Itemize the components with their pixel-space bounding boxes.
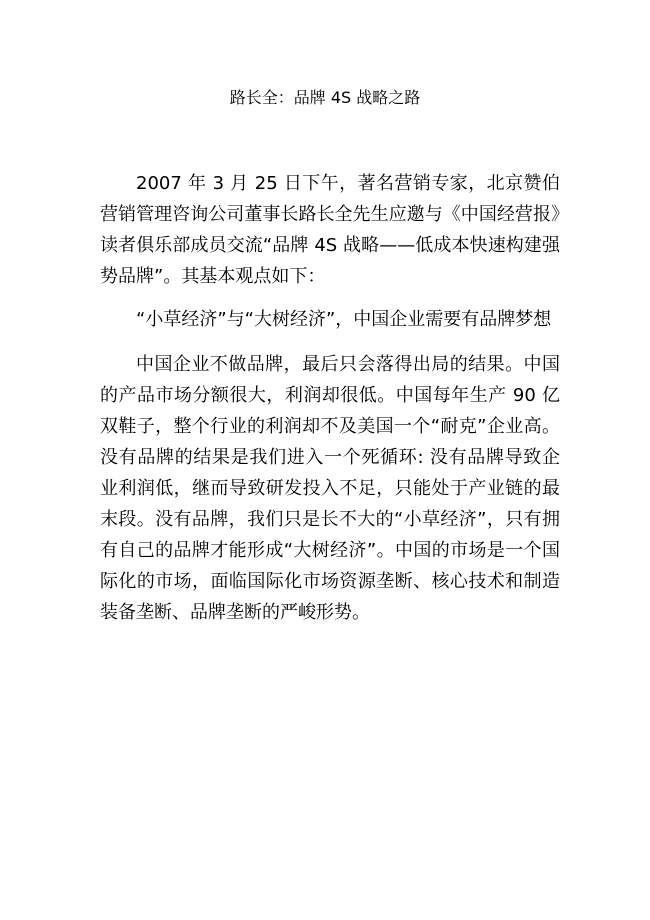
- intro-paragraph: 2007 年 3 月 25 日下午，著名营销专家，北京赞伯营销管理咨询公司董事长路长全先生应邀与《中国经营报》读者俱乐部成员交流“品牌 4S 战略——低成本快速构建强势品牌”。其基本观点如下：: [100, 173, 560, 287]
- document-body: [100, 168, 560, 628]
- document-title: 路长全：品牌 4S 战略之路: [229, 88, 421, 107]
- section-subheading: “小草经济”与“大树经济”，中国企业需要有品牌梦想: [136, 309, 552, 330]
- body-paragraph: 中国企业不做品牌，最后只会落得出局的结果。中国的产品市场分额很大，利润却很低。中国每年生产 90 亿双鞋子，整个行业的利润却不及美国一个“耐克”企业高。没有品牌的结果是我们进入一个死循环: 没有品牌导致企业利润低，继而导致研发投入不足，只能处于产业链的最末段。没有品牌，我们只是长不大的“小草经济”，只有拥有自己的品牌才能形成“大树经济”。中国的市场是一个国际化的市场，面临国际化市场资源垄断、核心技术和制造装备垄断、品牌垄断的严峻形势。: [100, 354, 560, 623]
